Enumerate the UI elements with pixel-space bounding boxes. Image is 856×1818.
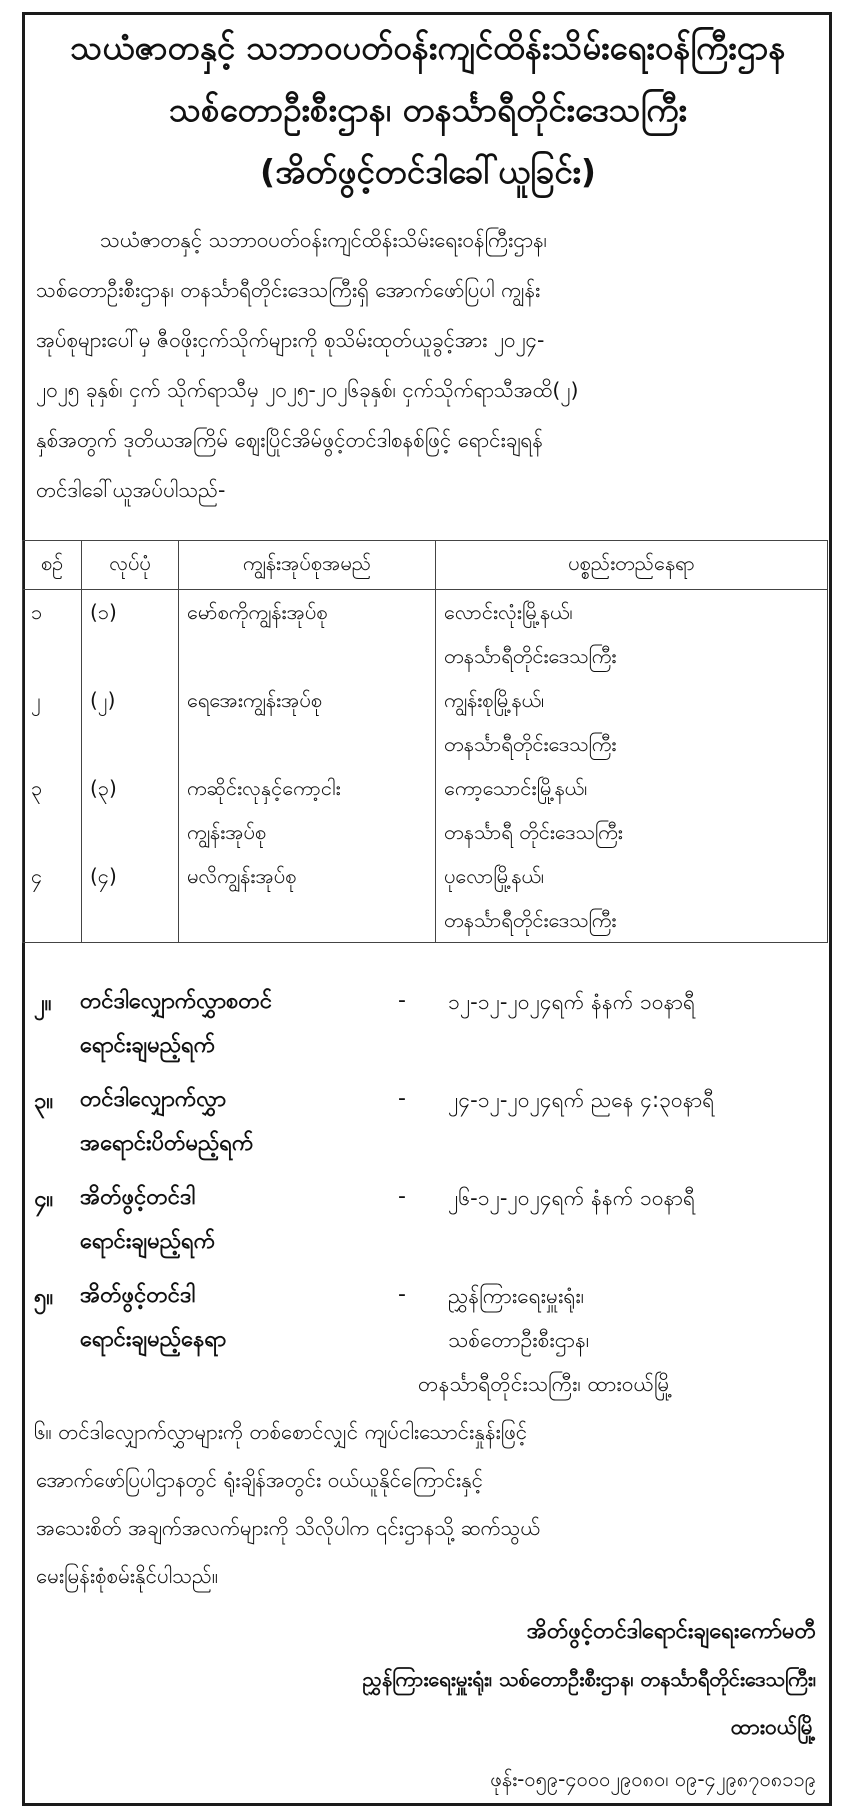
note-line-2: အောက်ဖော်ပြပါဌာနတွင် ရုံးချိန်အတွင်း ဝယ်ယူနိုင်ကြောင်းနှင့် xyxy=(36,1468,484,1492)
note-line-1: ၆။ တင်ဒါလျှောက်လွှာများကို တစ်စောင်လျှင် ကျပ်ငါးသောင်းနှုန်းဖြင့် xyxy=(34,1420,528,1444)
location-line: ကျွန်းစုမြို့နယ်၊ xyxy=(444,688,545,712)
group-name-line: ရေအေးကျွန်းအုပ်စု xyxy=(187,688,323,712)
item-number: ၄။ xyxy=(34,1187,54,1212)
item-dash: - xyxy=(398,1086,406,1111)
item-label: တင်ဒါလျှောက်လွှာ xyxy=(80,1087,227,1112)
row-lot: (၃) xyxy=(82,766,179,854)
item-label: အိတ်ဖွင့်တင်ဒါ xyxy=(80,1283,196,1308)
row-lot: (၂) xyxy=(82,678,179,766)
header-lot: လုပ်ပုံ xyxy=(82,541,179,590)
row-serial: ၄ xyxy=(23,854,82,943)
table-row xyxy=(23,590,828,679)
island-group-table xyxy=(22,540,828,943)
table-header-row xyxy=(23,541,828,590)
item-label: တင်ဒါလျှောက်လွှာစတင် xyxy=(80,989,273,1014)
intro-line-5: နှစ်အတွက် ဒုတိယအကြိမ် ဈေးပြိုင်အိမ်ဖွင့်တင်ဒါစနစ်ဖြင့် ရောင်းချရန် xyxy=(36,428,543,452)
phone-numbers: ဖုန်း-၀၅၉-၄၀၀၀၂၉၀၈၀၊ ၀၉-၄၂၉၈၇၀၈၁၁၉ xyxy=(490,1767,816,1791)
intro-line-1: သယံဇာတနှင့် သဘာဝပတ်ဝန်းကျင်ထိန်းသိမ်းရေးဝန်ကြီးဌာန၊ xyxy=(100,228,547,252)
header-serial: စဉ် xyxy=(23,541,82,590)
row-serial: ၂ xyxy=(23,678,82,766)
item-dash: - xyxy=(398,1184,406,1209)
item-label: ရောင်းချမည့်နေရာ xyxy=(80,1327,227,1352)
office-address: ညွှန်ကြားရေးမှူးရုံး၊ သစ်တောဦးစီးဌာန၊ တနင်္သာရီတိုင်းဒေသကြီး၊ xyxy=(362,1667,816,1691)
note-line-3: အသေးစိတ် အချက်အလက်များကို သိလိုပါက ၎င်းဌာနသို့ ဆက်သွယ် xyxy=(36,1516,541,1540)
location-line: တနင်္သာရီတိုင်းဒေသကြီး xyxy=(444,732,617,756)
table-row xyxy=(23,854,828,943)
item-value: ညွှန်ကြားရေးမှူးရုံး၊ xyxy=(448,1284,585,1308)
location-line: တနင်္သာရီ တိုင်းဒေသကြီး xyxy=(444,820,623,844)
row-lot: (၁) xyxy=(82,590,179,679)
item-number: ၃။ xyxy=(34,1089,54,1114)
row-group-name xyxy=(179,766,436,854)
item-label: အရောင်းပိတ်မည့်ရက် xyxy=(80,1131,254,1156)
group-name-line: မော်စကိုကျွန်းအုပ်စု xyxy=(187,600,328,624)
location-line: လောင်းလုံးမြို့နယ်၊ xyxy=(444,600,573,624)
item-value: သစ်တောဦးစီးဌာန၊ xyxy=(448,1328,590,1352)
row-serial: ၃ xyxy=(23,766,82,854)
header-location: ပစ္စည်းတည်နေရာ xyxy=(436,541,828,590)
item-number: ၂။ xyxy=(34,991,52,1016)
item-dash: - xyxy=(398,988,406,1013)
row-group-name xyxy=(179,854,436,943)
item-number: ၅။ xyxy=(34,1285,54,1310)
department-title: သစ်တောဦးစီးဌာန၊ တနင်္သာရီတိုင်းဒေသကြီး xyxy=(169,90,687,129)
intro-line-3: အုပ်စုများပေါ်မှ ဇီဝဖိုးငှက်သိုက်များကို စုသိမ်းထုတ်ယူခွင့်အား ၂၀၂၄- xyxy=(36,328,545,352)
committee-name: အိတ်ဖွင့်တင်ဒါရောင်းချရေးကော်မတီ xyxy=(526,1619,816,1644)
intro-line-2: သစ်တောဦးစီးဌာန၊ တနင်္သာရီတိုင်းဒေသကြီးရှိ အောက်ဖော်ပြပါ ကျွန်း xyxy=(36,278,541,302)
ministry-title: သယံဇာတနှင့် သဘာဝပတ်ဝန်းကျင်ထိန်းသိမ်းရေးဝန်ကြီးဌာန xyxy=(70,28,786,67)
item-value: ၂၄-၁၂-၂၀၂၄ရက် ညနေ ၄:၃၀နာရီ xyxy=(448,1088,715,1112)
row-lot: (၄) xyxy=(82,854,179,943)
item-label: ရောင်းချမည့်ရက် xyxy=(80,1229,216,1254)
item-dash: - xyxy=(398,1282,406,1307)
group-name-line: မလိကျွန်းအုပ်စု xyxy=(187,864,297,888)
office-city: ထားဝယ်မြို့ xyxy=(730,1715,816,1739)
header-group-name: ကျွန်းအုပ်စုအမည် xyxy=(179,541,436,590)
row-location xyxy=(436,678,828,766)
location-line: တနင်္သာရီတိုင်းဒေသကြီး xyxy=(444,644,617,668)
location-line: ပုလောမြို့နယ်၊ xyxy=(444,864,545,888)
item-label: အိတ်ဖွင့်တင်ဒါ xyxy=(80,1185,196,1210)
item-value: ၁၂-၁၂-၂၀၂၄ရက် နံနက် ၁၀နာရီ xyxy=(448,990,696,1014)
item-label: ရောင်းချမည့်ရက် xyxy=(80,1033,216,1058)
intro-line-6: တင်ဒါခေါ်ယူအပ်ပါသည်- xyxy=(36,478,226,502)
row-serial: ၁ xyxy=(23,590,82,679)
row-group-name xyxy=(179,590,436,679)
note-line-4: မေးမြန်းစုံစမ်းနိုင်ပါသည်။ xyxy=(36,1564,219,1588)
row-group-name xyxy=(179,678,436,766)
location-line: ကော့သောင်းမြို့နယ်၊ xyxy=(444,776,588,800)
notice-heading: (အိတ်ဖွင့်တင်ဒါခေါ်ယူခြင်း) xyxy=(260,152,596,191)
row-location xyxy=(436,854,828,943)
intro-line-4: ၂၀၂၅ ခုနှစ်၊ ငှက် သိုက်ရာသီမှ ၂၀၂၅-၂၀၂၆ခုနှစ်၊ ငှက်သိုက်ရာသီအထိ(၂) xyxy=(36,378,579,402)
table-row xyxy=(23,766,828,854)
table-row xyxy=(23,678,828,766)
row-location xyxy=(436,766,828,854)
group-name-line: ကဆိုင်းလုနှင့်ကော့ငါး xyxy=(187,776,341,800)
item-value: တနင်္သာရီတိုင်းသကြီး၊ ထားဝယ်မြို့ xyxy=(418,1372,673,1396)
group-name-line: ကျွန်းအုပ်စု xyxy=(187,820,267,844)
item-value: ၂၆-၁၂-၂၀၂၄ရက် နံနက် ၁၀နာရီ xyxy=(448,1186,696,1210)
row-location xyxy=(436,590,828,679)
location-line: တနင်္သာရီတိုင်းဒေသကြီး xyxy=(444,908,617,932)
